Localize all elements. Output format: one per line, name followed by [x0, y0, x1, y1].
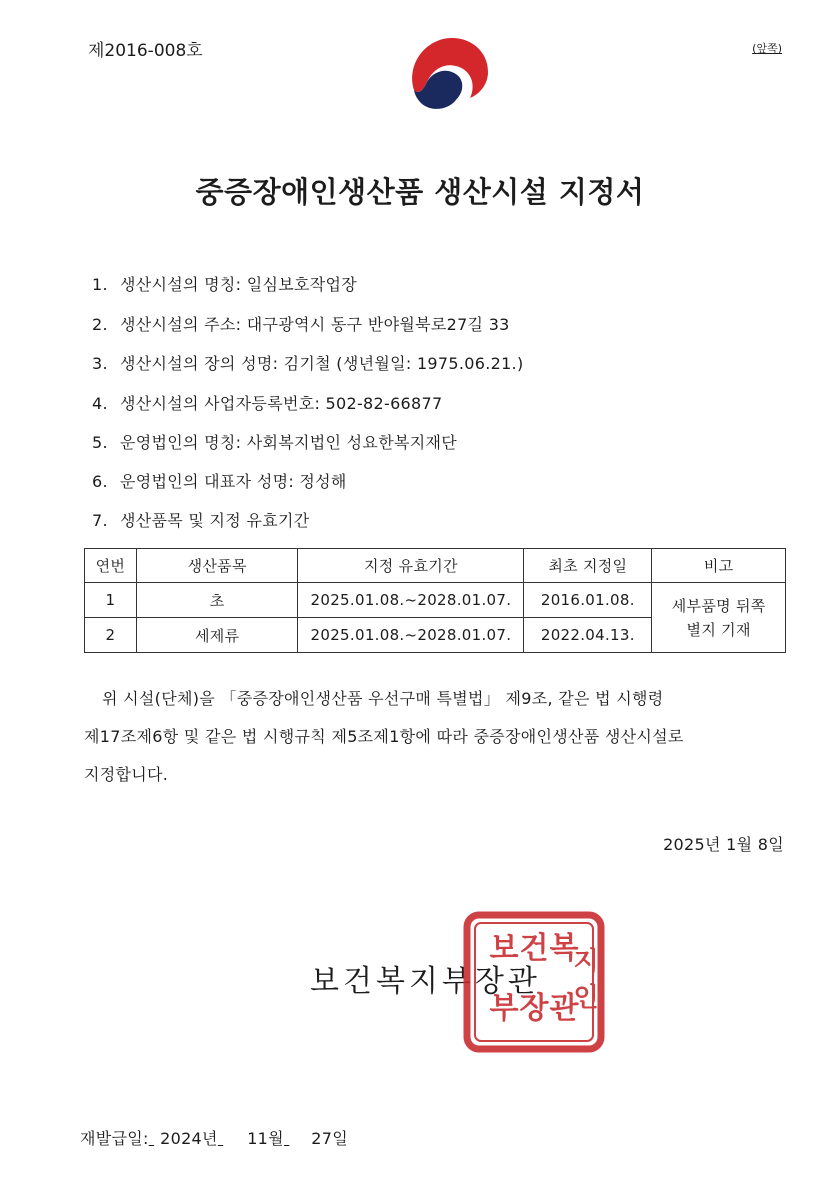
info-item-facility-name [92, 272, 357, 295]
taegeuk-emblem-icon [392, 26, 496, 126]
item-number: 7. [92, 511, 108, 530]
cell-remark [652, 583, 786, 653]
info-item-facility-head [92, 351, 524, 374]
header-period: 지정 유효기간 [298, 549, 524, 583]
official-seal-icon [462, 910, 606, 1054]
cell-first-date: 2016.01.08. [524, 583, 652, 618]
item-text: 운영법인의 명칭: 사회복지법인 성요한복지재단 [120, 433, 457, 452]
svg-text:건: 건 [519, 931, 549, 966]
item-text: 생산시설의 명칭: 일심보호작업장 [120, 275, 358, 294]
cell-serial: 2 [85, 618, 137, 653]
designation-statement [84, 680, 794, 794]
remark-line: 세부품명 뒤쪽 [671, 596, 766, 615]
svg-text:부: 부 [489, 991, 519, 1026]
svg-text:복: 복 [549, 931, 579, 966]
issue-date: 2025년 1월 8일 [663, 835, 784, 854]
item-number: 2. [92, 315, 108, 334]
svg-text:인: 인 [573, 983, 599, 1013]
remark-line: 별지 기재 [686, 620, 751, 639]
svg-text:관: 관 [549, 991, 579, 1026]
document-title: 중증장애인생산품 생산시설 지정서 [195, 175, 645, 209]
info-item-business-number [92, 391, 442, 414]
front-side-note: (앞쪽) [752, 42, 782, 55]
item-text: 생산품목 및 지정 유효기간 [120, 511, 310, 530]
info-item-representative [92, 469, 347, 492]
cell-first-date: 2022.04.13. [524, 618, 652, 653]
reissue-month: 11월 [247, 1129, 284, 1148]
info-item-facility-address [92, 312, 510, 335]
item-text: 생산시설의 장의 성명: 김기철 (생년월일: 1975.06.21.) [120, 354, 524, 373]
item-number: 3. [92, 354, 108, 373]
cell-product: 세제류 [136, 618, 298, 653]
header-remark: 비고 [652, 549, 786, 583]
item-text: 생산시설의 사업자등록번호: 502-82-66877 [120, 394, 443, 413]
document-number: 제2016-008호 [88, 41, 203, 61]
statement-line: 제17조제6항 및 같은 법 시행규칙 제5조제1항에 따라 중증장애인생산품 생산시설로 [84, 727, 684, 746]
reissue-label: 재발급일: [80, 1129, 149, 1148]
item-number: 1. [92, 275, 108, 294]
reissue-day: 27일 [311, 1129, 349, 1148]
table-row [85, 583, 786, 618]
item-text: 생산시설의 주소: 대구광역시 동구 반야월북로27길 33 [120, 315, 510, 334]
item-number: 4. [92, 394, 108, 413]
header-first-date: 최초 지정일 [524, 549, 652, 583]
cell-period: 2025.01.08.~2028.01.07. [298, 583, 524, 618]
svg-text:보: 보 [489, 931, 519, 966]
cell-serial: 1 [85, 583, 137, 618]
statement-line: 지정합니다. [84, 765, 169, 784]
svg-text:장: 장 [519, 991, 549, 1026]
product-table [84, 548, 786, 653]
cell-period: 2025.01.08.~2028.01.07. [298, 618, 524, 653]
svg-text:지: 지 [573, 947, 599, 977]
item-number: 6. [92, 472, 108, 491]
item-text: 운영법인의 대표자 성명: 정성해 [120, 472, 347, 491]
info-item-products-period [92, 508, 309, 531]
issuer-title: 보건복지부장관 [310, 964, 541, 999]
header-product: 생산품목 [136, 549, 298, 583]
reissue-date [80, 1126, 348, 1149]
reissue-year: 2024년 [160, 1129, 218, 1148]
cell-product: 초 [136, 583, 298, 618]
table-header-row [85, 549, 786, 583]
statement-line: 위 시설(단체)을 「중증장애인생산품 우선구매 특별법」 제9조, 같은 법 시행령 [102, 689, 664, 708]
item-number: 5. [92, 433, 108, 452]
info-item-corporation-name [92, 430, 457, 453]
header-serial: 연번 [85, 549, 137, 583]
